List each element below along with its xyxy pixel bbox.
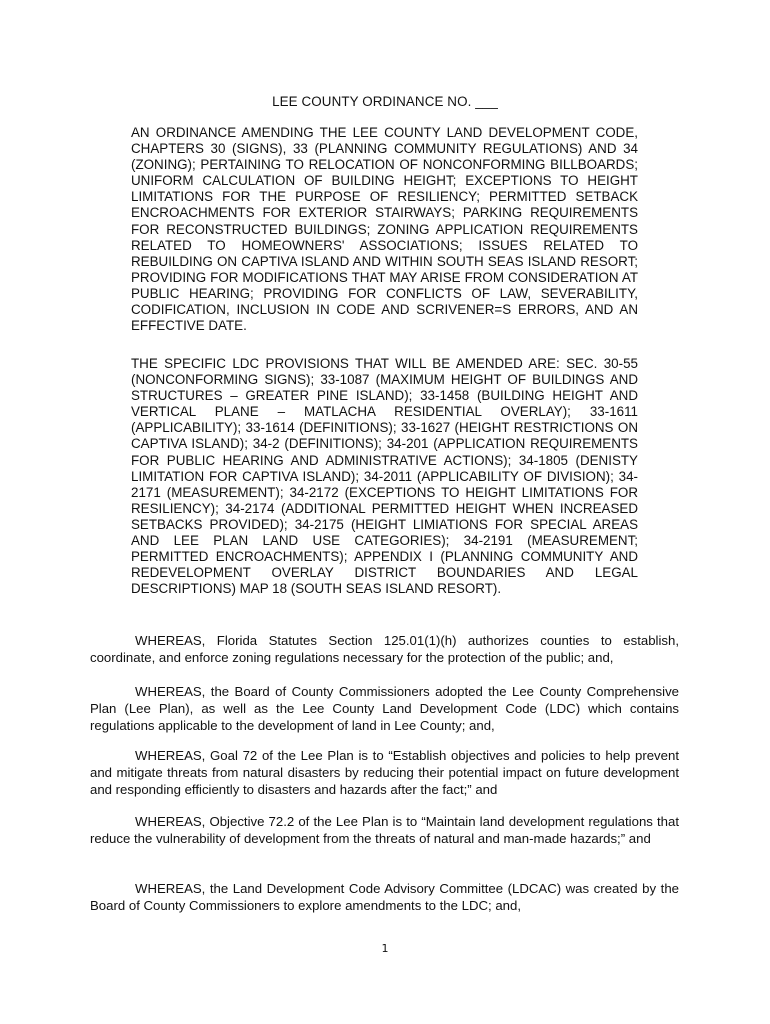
- whereas-paragraph: WHEREAS, the Land Development Code Advisory Committee (LDCAC) was created by the Board of County Commissioners to explore amendments to the LDC; and,: [90, 881, 679, 914]
- ordinance-title: LEE COUNTY ORDINANCE NO. ___: [272, 94, 498, 109]
- amended-provisions: THE SPECIFIC LDC PROVISIONS THAT WILL BE AMENDED ARE: SEC. 30-55 (NONCONFORMING SIGNS); 33-1087 (MAXIMUM HEIGHT OF BUILDINGS AND STRUCTURES – GREATER PINE ISLAND); 33-1458 (BUILDING HEIGHT AND VERTICAL PLANE – MATLACHA RESIDENTIAL OVERLAY); 33-1611 (APPLICABILITY); 33-1614 (DEFINITIONS); 33-1627 (HEIGHT RESTRICTIONS ON CAPTIVA ISLAND); 34-2 (DEFINITIONS); 34-201 (APPLICATION REQUIREMENTS FOR PUBLIC HEARING AND ADMINISTRATIVE ACTIONS); 34-1805 (DENISTY LIMITATION FOR CAPTIVA ISLAND); 34-2011 (APPLICABILITY OF DIVISION); 34-2171 (MEASUREMENT); 34-2172 (EXCEPTIONS TO HEIGHT LIMITATIONS FOR RESILIENCY); 34-2174 (ADDITIONAL PERMITTED HEIGHT WHEN INCREASED SETBACKS PROVIDED); 34-2175 (HEIGHT LIMIATIONS FOR SPECIAL AREAS AND LEE PLAN LAND USE CATEGORIES); 34-2191 (MEASUREMENT; PERMITTED ENCROACHMENTS); APPENDIX I (PLANNING COMMUNITY AND REDEVELOPMENT OVERLAY DISTRICT BOUNDARIES AND LEGAL DESCRIPTIONS) MAP 18 (SOUTH SEAS ISLAND RESORT).: [131, 356, 638, 597]
- whereas-paragraph: WHEREAS, Goal 72 of the Lee Plan is to “Establish objectives and policies to help prevent and mitigate threats from natural disasters by reducing their potential impact on future development and responding efficiently to disasters and hazards after the fact;” and: [90, 748, 679, 798]
- whereas-paragraph: WHEREAS, the Board of County Commissioners adopted the Lee County Comprehensive Plan (Lee Plan), as well as the Lee County Land Development Code (LDC) which contains regulations applicable to the development of land in Lee County; and,: [90, 684, 679, 734]
- ordinance-caption: AN ORDINANCE AMENDING THE LEE COUNTY LAND DEVELOPMENT CODE, CHAPTERS 30 (SIGNS), 33 (PLANNING COMMUNITY REGULATIONS) AND 34 (ZONING); PERTAINING TO RELOCATION OF NONCONFORMING BILLBOARDS; UNIFORM CALCULATION OF BUILDING HEIGHT; EXCEPTIONS TO HEIGHT LIMITATIONS FOR THE PURPOSE OF RESILIENCY; PERMITTED SETBACK ENCROACHMENTS FOR EXTERIOR STAIRWAYS; PARKING REQUIREMENTS FOR RECONSTRUCTED BUILDINGS; ZONING APPLICATION REQUIREMENTS RELATED TO HOMEOWNERS' ASSOCIATIONS; ISSUES RELATED TO REBUILDING ON CAPTIVA ISLAND AND WITHIN SOUTH SEAS ISLAND RESORT; PROVIDING FOR MODIFICATIONS THAT MAY ARISE FROM CONSIDERATION AT PUBLIC HEARING; PROVIDING FOR CONFLICTS OF LAW, SEVERABILITY, CODIFICATION, INCLUSION IN CODE AND SCRIVENER=S ERRORS, AND AN EFFECTIVE DATE.: [131, 125, 638, 334]
- whereas-paragraph: WHEREAS, Objective 72.2 of the Lee Plan is to “Maintain land development regulations that reduce the vulnerability of development from the threats of natural and man-made hazards;” and: [90, 814, 679, 847]
- page-number: 1: [381, 942, 389, 955]
- whereas-paragraph: WHEREAS, Florida Statutes Section 125.01(1)(h) authorizes counties to establish, coordinate, and enforce zoning regulations necessary for the protection of the public; and,: [90, 633, 679, 666]
